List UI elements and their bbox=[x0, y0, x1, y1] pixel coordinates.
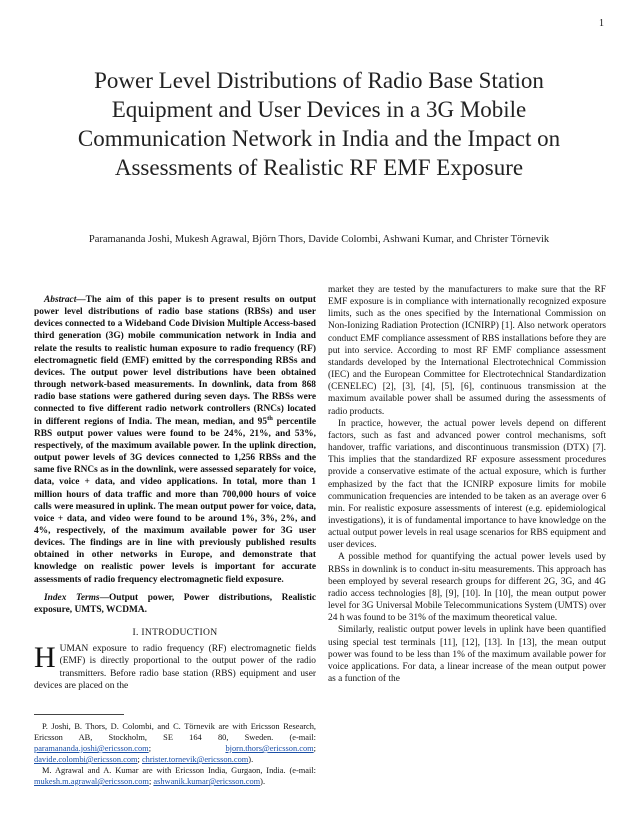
email-link-kumar[interactable]: ashwanik.kumar@ericsson.com bbox=[153, 777, 261, 786]
footnote-1-end: ). bbox=[248, 755, 254, 764]
left-column bbox=[34, 294, 316, 692]
abstract-superscript: th bbox=[267, 414, 273, 422]
abstract-text-b: percentile RBS output power values were found to be 24%, 21%, and 53%, respectively, of the maximum available power. In the uplink direction, output power levels of 3G devices connected to 1,256 RBSs and the same five RNCs as in the downlink, were assessed separately for voice, data, voice + data, and video applications. In total, more than 1 million hours of data traffic and more than 700,000 hours of voice calls were measured in uplink. The mean output power for voice, data, voice + data, and video were found to be around 1%, 3%, 2%, and 4%, respectively, of the maximum available power for 3G user devices. The findings are in line with previously published results obtained in other networks in Europe, and demonstrate that knowledge on realistic power levels is important for accurate assessments of radio frequency electromagnetic field exposure. bbox=[34, 416, 316, 585]
index-terms-text: Output power, Power distributions, Realistic exposure, UMTS, WCDMA. bbox=[34, 592, 317, 615]
footnote-sep-1: ; bbox=[148, 744, 226, 753]
intro-text: UMAN exposure to radio frequency (RF) electromagnetic fields (EMF) is directly proportional to the output power of the radio transmitters. Before radio base station (RBS) equipment and user devices are placed on the bbox=[34, 644, 316, 691]
abstract-lead: Abstract bbox=[44, 295, 77, 305]
email-link-joshi[interactable]: paramananda.joshi@ericsson.com bbox=[34, 744, 149, 753]
email-link-tornevik[interactable]: christer.tornevik@ericsson.com bbox=[141, 755, 249, 764]
right-paragraph-1: market they are tested by the manufacturers to make sure that the RF EMF exposure is in compliance with internationally recognized exposure limits, such as the ones specified by the International Commission on Non-Ionizing Radiation Protection (ICNIRP) [1]. Also network operators conduct EMF compliance assessment of RBS installations before they are put into service. According to most RF EMF compliance assessment standards developed by the International Electrotechnical Commission (IEC) and the European Committee for Electrotechnical Standardization (CENELEC) [2], [3], [4], [5], [6], continuous transmission at the maximum available power shall be assumed during the assessments of radio products. bbox=[328, 285, 606, 417]
abstract bbox=[34, 294, 316, 586]
intro-paragraph bbox=[34, 643, 316, 692]
section-numeral: I. bbox=[132, 627, 139, 639]
email-link-thors[interactable]: bjorn.thors@ericsson.com bbox=[225, 744, 314, 753]
section-first-letter: I bbox=[141, 627, 145, 639]
right-paragraph-4: Similarly, realistic output power levels in uplink have been quantified using special test terminals [11], [12], [13]. In [13], the mean output power was found to be less than 1% of the maximum available power for voice applications. For data, a linear increase of the mean output power as a function of the bbox=[328, 625, 606, 684]
paper-title: Power Level Distributions of Radio Base Station Equipment and User Devices in a 3G Mobile Communication Network in India and the Impact on Assessments of Realistic RF EMF Exposure bbox=[77, 68, 561, 180]
footnote-sep-5: ; bbox=[148, 777, 154, 786]
footnote-1-text: P. Joshi, B. Thors, D. Colombi, and C. Törnevik are with Ericsson Research, Ericsson AB, Stockholm, SE 164 80, Sweden. (e-mail: bbox=[34, 722, 316, 742]
index-terms-lead: Index Terms bbox=[44, 592, 100, 603]
footnote-2-end: ). bbox=[260, 777, 266, 786]
index-terms bbox=[34, 592, 316, 616]
section-rest: NTRODUCTION bbox=[144, 627, 218, 639]
footnote-sep-3: ; bbox=[137, 755, 142, 764]
section-heading-introduction bbox=[34, 627, 316, 639]
author-list: Paramananda Joshi, Mukesh Agrawal, Björn Thors, Davide Colombi, Ashwani Kumar, and Christer Törnevik bbox=[88, 234, 550, 245]
footnote-paragraph-2 bbox=[34, 765, 316, 787]
email-link-colombi[interactable]: davide.colombi@ericsson.com bbox=[34, 755, 138, 764]
footnote-rule bbox=[34, 714, 124, 715]
right-paragraph-3: A possible method for quantifying the actual power levels used by RBSs in downlink is to conduct in-situ measurements. This approach has been employed by several research groups for different 2G, 3G, and 4G radio access technologies [8], [9], [10]. In [10], the mean output power level for 3G Universal Mobile Telecommunications System (UMTS) over 24 h was found to be 31% of the maximum theoretical value. bbox=[328, 552, 606, 624]
author-footnote bbox=[34, 714, 316, 787]
footnote-paragraph-1 bbox=[34, 721, 316, 765]
footnote-2-text: M. Agrawal and A. Kumar are with Ericsson India, Gurgaon, India. (e-mail: bbox=[42, 766, 316, 775]
drop-cap: H bbox=[34, 641, 56, 675]
abstract-dash: — bbox=[76, 295, 86, 305]
abstract-text-a: The aim of this paper is to present results on output power level distributions of radio base stations (RBSs) and user devices connected to a Wideband Code Division Multiple Access-based third generation (3G) mobile communication network in India and relate the results to realistic human exposure to radio frequency (RF) electromagnetic field (EMF) emitted by the corresponding RBSs and devices. The output power level distributions have been obtained through network-based measurements. In downlink, data from 868 radio base stations were gathered during seven days. The RBSs were connected to five different radio network controllers (RNCs) located in different regions of India. The mean, median, and 95 bbox=[34, 295, 316, 427]
page-number: 1 bbox=[599, 18, 604, 29]
email-link-agrawal[interactable]: mukesh.m.agrawal@ericsson.com bbox=[34, 777, 149, 786]
right-paragraph-2: In practice, however, the actual power levels depend on different factors, such as fast and advanced power control mechanisms, soft handover, traffic variations, and discontinuous transmission (DTX) [7]. This implies that the standardized RF exposure assessment procedures provide a conservative estimate of the actual exposure, which is further emphasized by the fact that the ICNIRP exposure limits for mobile communication frequencies are intended to be taken as an average over 6 min. For realistic exposure assessments of interest (e.g. epidemiological investigations), it is of fundamental importance to have knowledge on the actual output power levels in real usage scenarios for RBS equipment and user devices. bbox=[328, 418, 606, 551]
right-column bbox=[328, 284, 606, 685]
index-terms-dash: — bbox=[99, 592, 109, 603]
footnote-sep-2: ; bbox=[313, 744, 316, 753]
